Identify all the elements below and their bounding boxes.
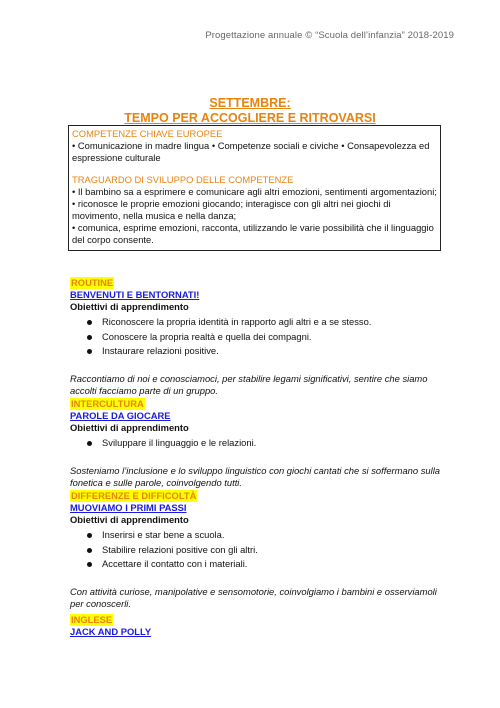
objective-item: Conoscere la propria realtà e quella dei compagni. — [102, 330, 450, 345]
competences-box — [68, 125, 441, 251]
section-tag: DIFFERENZE E DIFFICOLTÀ — [71, 490, 197, 501]
traguardo-line: • Il bambino sa a esprimere e comunicare agli altri emozioni, sentimenti argomentazioni; — [72, 186, 437, 197]
section-tag: INTERCULTURA — [71, 398, 144, 409]
traguardo-line: • comunica, esprime emozioni, racconta, utilizzando le varie possibilità che il linguaggio del corpo consente. — [72, 222, 434, 245]
objective-item: Stabilire relazioni positive con gli altri. — [102, 543, 450, 558]
page-title — [0, 96, 500, 126]
objective-item: Accettare il contatto con i materiali. — [102, 557, 450, 572]
section-intercultura — [70, 398, 450, 490]
objective-item: Riconoscere la propria identità in rapporto agli altri e a se stesso. — [102, 315, 450, 330]
section-note: Sosteniamo l’inclusione e lo sviluppo linguistico con giochi cantati che si soffermano sulla fonetica e sulle parole, coinvolgendo tutti. — [70, 464, 440, 488]
section-inglese — [70, 614, 450, 638]
section-subtitle: PAROLE DA GIOCARE — [70, 410, 171, 421]
page-header: Progettazione annuale © “Scuola dell’infanzia” 2018-2019 — [205, 30, 454, 41]
section-routine — [70, 277, 450, 398]
objectives-list — [70, 315, 450, 359]
section-note: Raccontiamo di noi e conosciamoci, per stabilire legami significativi, sentire che siamo accolti facciamo parte di un gruppo. — [70, 372, 428, 396]
objectives-label: Obiettivi di apprendimento — [70, 301, 189, 312]
section-subtitle: JACK AND POLLY — [70, 626, 152, 637]
objectives-label: Obiettivi di apprendimento — [70, 422, 189, 433]
competenze-heading: COMPETENZE CHIAVE EUROPEE — [72, 128, 223, 139]
section-tag: ROUTINE — [71, 277, 114, 288]
section-differenze — [70, 490, 450, 611]
traguardo-line: • riconosce le proprie emozioni giocando; interagisce con gli altri nei giochi di movimento, nella musica e nella danza; — [72, 198, 391, 221]
objectives-label: Obiettivi di apprendimento — [70, 514, 189, 525]
objective-item: Sviluppare il linguaggio e le relazioni. — [102, 436, 450, 451]
objectives-list — [70, 528, 450, 572]
section-subtitle: BENVENUTI E BENTORNATI! — [70, 289, 200, 300]
section-note: Con attività curiose, manipolative e sensomotorie, coinvolgiamo i bambini e osserviamoli per conoscerli. — [70, 585, 437, 609]
traguardo-heading: TRAGUARDO DI SVILUPPO DELLE COMPETENZE — [72, 174, 294, 185]
title-theme: TEMPO PER ACCOGLIERE E RITROVARSI — [124, 111, 376, 125]
objective-item: Inserirsi e star bene a scuola. — [102, 528, 450, 543]
section-subtitle: MUOVIAMO I PRIMI PASSI — [70, 502, 187, 513]
section-tag: INGLESE — [71, 614, 113, 625]
title-month: SETTEMBRE: — [209, 96, 291, 110]
competenze-text: • Comunicazione in madre lingua • Competenze sociali e civiche • Consapevolezza ed espressione culturale — [72, 140, 430, 163]
objectives-list — [70, 436, 450, 451]
objective-item: Instaurare relazioni positive. — [102, 344, 450, 359]
